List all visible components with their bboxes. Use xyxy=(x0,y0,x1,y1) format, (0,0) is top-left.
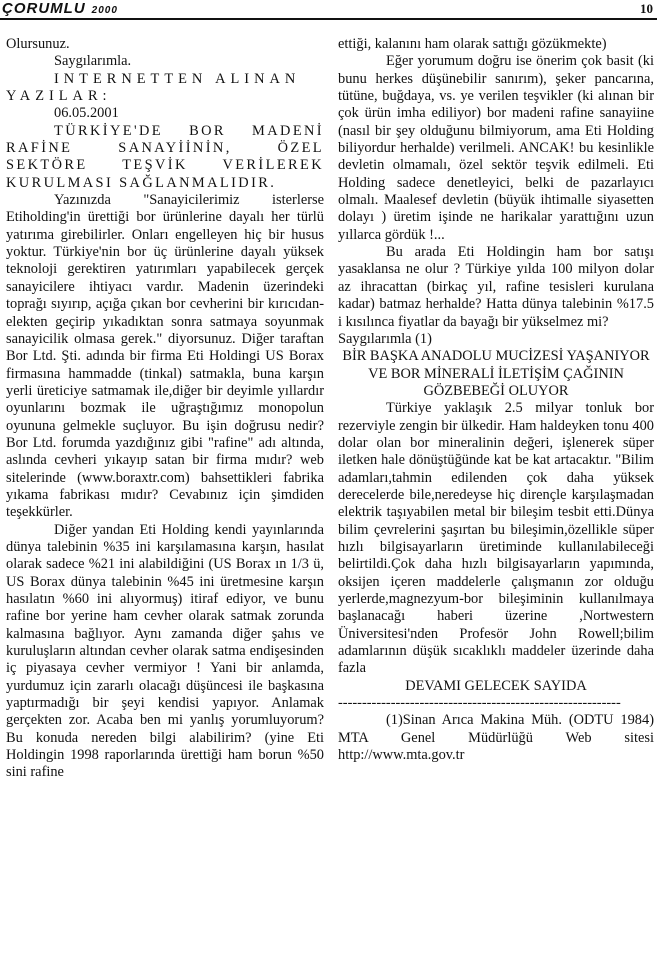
magazine-name: ÇORUMLU xyxy=(2,0,86,17)
separator-line: ----------------------------------------------------------- xyxy=(338,695,621,712)
article-heading: BİR BAŞKA ANADOLU MUCİZESİ YAŞANIYOR VE BOR MİNERALİ İLETİŞİM ÇAĞININ GÖZBEBEĞİ OLUYOR xyxy=(342,348,650,399)
signoff: Saygılarımla (1) xyxy=(338,330,432,347)
section-heading: INTERNETTEN ALINAN YAZILAR: xyxy=(6,70,301,105)
signoff: Saygılarımla. xyxy=(54,53,132,70)
article-date: 06.05.2001 xyxy=(54,105,119,122)
body-paragraph: Eğer yorumum doğru ise önerim çok basit (ki bunu herkes düşünebilir sanırım), şeker pancarına, tütüne, buğdaya, vs. ye verilen teşvikler (ki alınan bir çok ürün imha ediliyor) bor madeni rafine sanayiine (nasıl bir şey olduğunu bilmiyorum, ama Eti Holding biliyordur herhalde) verilmeli. ANCAK! bu kesinlikle devletin olmamalı, özel sektör teşvik edilmeli. Eti Holding sadece denetleyici, belki de pazarlayıcı olmalı. Maalesef devletin (büyük ihtimalle siyasetten dolayı ) üretim işinde ne harikalar yarattığını uzun yıllarca gördük !... xyxy=(338,53,654,243)
article-title: TÜRKİYE'DE BOR MADENİ RAFİNE SANAYİİNİN, ÖZEL SEKTÖRE TEŞVİK VERİLEREK KURULMASI SAĞLANMALIDIR. xyxy=(6,122,324,191)
closing-line: Olursunuz. xyxy=(6,36,70,52)
magazine-year: 2000 xyxy=(91,5,118,16)
body-paragraph: Türkiye yaklaşık 2.5 milyar tonluk bor rezerviyle zengin bir ülkedir. Ham haldeyken tonu 400 dolar olan bor mineralinin değeri, işlenerek süper iletken hale dönüştüğünde kat be kat artacaktır. "Bilim adamları,tahmin edilenden çok daha yüksek derecelerde bile,neredeyse hiç dirençle karşılaşmadan elektrik taşıyabilen metal bir bileşim tesbit etti.Dünya bilim çevrelerini şaşırtan bu bileşimin,özellikle süper hızlı bilgisayarların üretiminde kullanılabileceği belirtildi.Çok daha hızlı bilgisayarların yapımında, oksijen içeren maddelerle çalışmanın zor olduğu yerlerde,magnezyum-bor bileşiminin kullanılmaya başlanacağı haberi üzerine ,Nortwestern Üniversitesi'nden Profesör John Rowell;bilim adamlarının düşük sıcaklıklı maddeler üzerinde daha fazla xyxy=(338,400,654,677)
left-column xyxy=(6,36,324,782)
page-number: 10 xyxy=(640,1,653,16)
header-rule xyxy=(0,18,657,20)
continued-note: DEVAMI GELECEK SAYIDA xyxy=(405,677,587,694)
body-paragraph: Yazınızda "Sanayicilerimiz isterlerse Etiholding'in ürettiği bor ürünlerine dayalı her türlü yatırıma girebilirler. Onları engelleyen hiç bir husus yoktur. Türkiye'nin bor üç ürünlerine dayalı yüksek teknoloji gerektiren yatırımları yapabilecek gerçek sanayicilere ihtiyacı vardır. Madenin üzerindeki toprağı sıyırıp, açığa çıkan bor cevherini bir kırıcıdan-elekten geçirip yıkadıktan sonra satmaya soyunmak sanayicilik olmasa gerek." diyorsunuz. Diğer taraftan Bor Ltd. Şti. adında bir firma Eti Holdingi US Borax firmasına hammadde (tinkal) satmakla, buna karşın yerli üreticiye satmamak ile,diğer bir deyimle yıllardır oyunlarını bozmak ile uğraştığımız monopolun oyununa gelmekle suçluyor. Bu işin doğrusu nedir? Bor Ltd. forumda yazdığınız gibi "rafine" adı altında, aslında cevheri yıkayıp satan bir firma mıdır? web sitelerinde (www.boraxtr.com) bahsettikleri fabrika yıkama fabrikası mıdır? Cevabınız için şimdiden teşekkürler. xyxy=(6,192,324,521)
right-column xyxy=(338,36,654,764)
magazine-title xyxy=(2,0,118,17)
body-paragraph: Diğer yandan Eti Holding kendi yayınlarında dünya talebinin %35 ini karşılamasına karşın, hasılat olarak sadece %21 ini alabildiğini (US Borax ın 1/3 ü, US Borax dünya talebinin %45 ini üretmesine karşın hasılatın %60 ini alıyormuş) itiraf ediyor, ve bunu rafine bor yerine ham cevher olarak satmak zorunda kalmasına bağlıyor. Aynı zamanda diğer şahıs ve kuruluşların altından cevher olarak satma endişesinden iç piyasaya cevher vermiyor ! Yani bir anlamda, yurdumuz için zararlı olacağı düşüncesi ile başkasına yaptırmadığı bir şeyi kendisi yapıyor. Anlamak gerçekten zor. Acaba ben mi yanlış yorumluyorum? Bu konuda nereden bilgi alabilirim? (yine Eti Holdingin 1998 raporlarında ürettiği ham borun %50 sini rafine xyxy=(6,521,324,781)
footnote: (1)Sinan Arıca Makina Müh. (ODTU 1984) MTA Genel Müdürlüğü Web sitesi http://www.mta.gov.tr xyxy=(338,712,654,764)
page-header xyxy=(0,0,657,22)
body-paragraph: Bu arada Eti Holdingin ham bor satışı yasaklansa ne olur ? Türkiye yılda 100 milyon dolar az ihracattan (birkaç yıl, rafine tesisleri kurulana kadar) batmaz herhalde? Hatta dünya talebinin %17.5 i kısılınca fiyatlar da bayağı bir yükselmez mi? xyxy=(338,244,654,330)
body-paragraph: ettiği, kalanını ham olarak sattığı gözükmekte) xyxy=(338,36,607,52)
